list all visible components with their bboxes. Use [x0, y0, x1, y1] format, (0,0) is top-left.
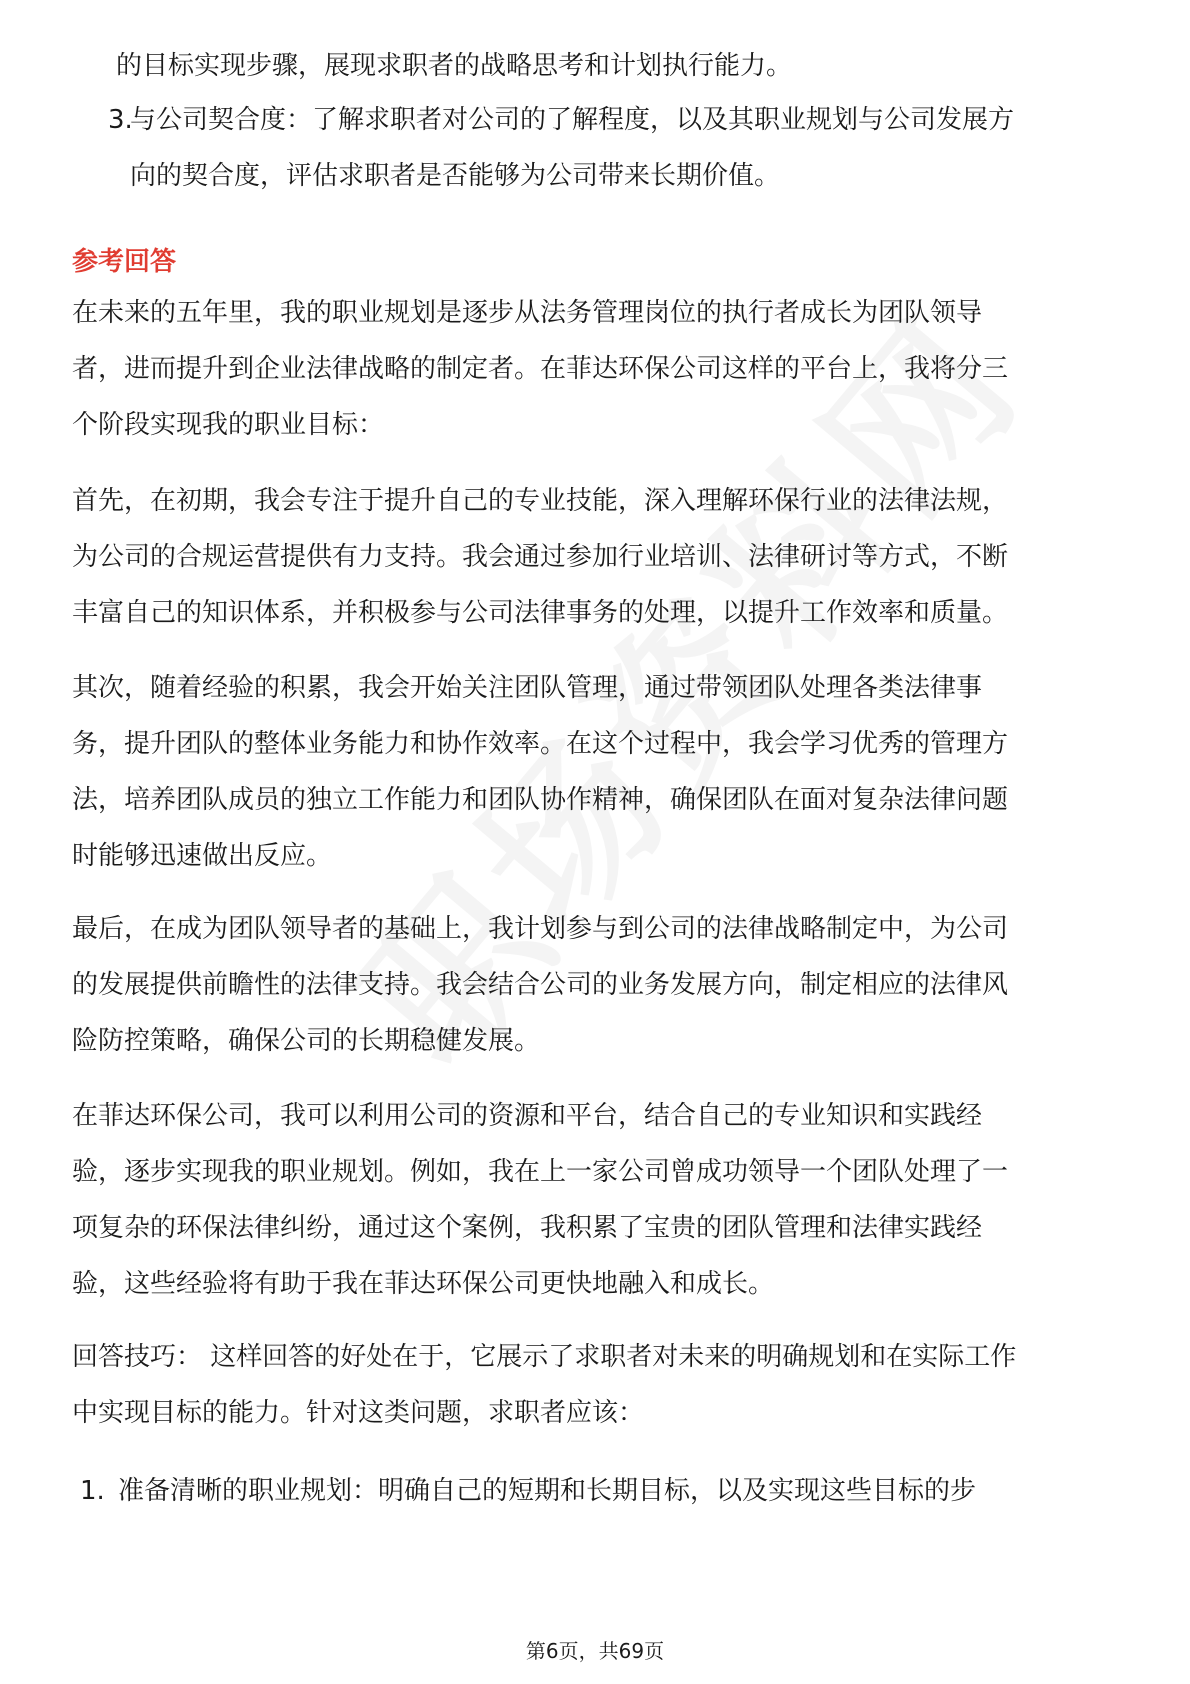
text-line: 时能够迅速做出反应。 — [72, 841, 333, 871]
text-line: 法，培养团队成员的独立工作能力和团队协作精神，确保团队在面对复杂法律问题 — [72, 785, 1009, 815]
answer-tips — [72, 1329, 1122, 1441]
text-line: 向的契合度，评估求职者是否能够为公司带来长期价值。 — [130, 161, 781, 191]
page-number: 第6页，共69页 — [525, 1639, 665, 1663]
text-line: 其次，随着经验的积累，我会开始关注团队管理，通过带领团队处理各类法律事 — [72, 673, 983, 703]
text-line: 为公司的合规运营提供有力支持。我会通过参加行业培训、法律研讨等方式，不断 — [72, 542, 1009, 572]
text-line: 首先，在初期，我会专注于提升自己的专业技能，深入理解环保行业的法律法规， — [72, 486, 1009, 516]
answer-paragraph-3 — [72, 660, 1122, 884]
answer-paragraph-4 — [72, 901, 1122, 1069]
text-line: 的目标实现步骤，展现求职者的战略思考和计划执行能力。 — [116, 51, 793, 81]
answer-paragraph-5 — [72, 1088, 1122, 1312]
text-line: 验，这些经验将有助于我在菲达环保公司更快地融入和成长。 — [72, 1269, 775, 1299]
intro-continuation — [72, 38, 1122, 94]
text-line: 在未来的五年里，我的职业规划是逐步从法务管理岗位的执行者成长为团队领导 — [72, 298, 983, 328]
tips-list-item-1 — [72, 1463, 1132, 1519]
answer-paragraph-2 — [72, 473, 1122, 641]
text-line: 验，逐步实现我的职业规划。例如，我在上一家公司曾成功领导一个团队处理了一 — [72, 1157, 1009, 1187]
text-line: 务，提升团队的整体业务能力和协作效率。在这个过程中，我会学习优秀的管理方 — [72, 729, 1009, 759]
text-line: 的发展提供前瞻性的法律支持。我会结合公司的业务发展方向，制定相应的法律风 — [72, 970, 1009, 1000]
answer-heading: 参考回答 — [72, 247, 177, 277]
text-line: 者，进而提升到企业法律战略的制定者。在菲达环保公司这样的平台上，我将分三 — [72, 354, 1009, 384]
list-number: 3. — [108, 105, 133, 135]
list-item-3 — [72, 92, 1132, 204]
text-line: 准备清晰的职业规划：明确自己的短期和长期目标，以及实现这些目标的步 — [118, 1476, 977, 1506]
text-line: 回答技巧： 这样回答的好处在于，它展示了求职者对未来的明确规划和在实际工作 — [72, 1342, 1017, 1372]
text-line: 险防控策略，确保公司的长期稳健发展。 — [72, 1026, 541, 1056]
text-line: 在菲达环保公司，我可以利用公司的资源和平台，结合自己的专业知识和实践经 — [72, 1101, 983, 1131]
text-line: 项复杂的环保法律纠纷，通过这个案例，我积累了宝贵的团队管理和法律实践经 — [72, 1213, 983, 1243]
text-line: 与公司契合度：了解求职者对公司的了解程度，以及其职业规划与公司发展方 — [130, 105, 1015, 135]
text-line: 中实现目标的能力。针对这类问题，求职者应该： — [72, 1398, 645, 1428]
text-line: 最后，在成为团队领导者的基础上，我计划参与到公司的法律战略制定中，为公司 — [72, 914, 1009, 944]
text-line: 个阶段实现我的职业目标： — [72, 410, 385, 440]
text-line: 丰富自己的知识体系，并积极参与公司法律事务的处理，以提升工作效率和质量。 — [72, 598, 1009, 628]
list-number: 1. — [80, 1476, 105, 1506]
answer-paragraph-1 — [72, 285, 1122, 453]
